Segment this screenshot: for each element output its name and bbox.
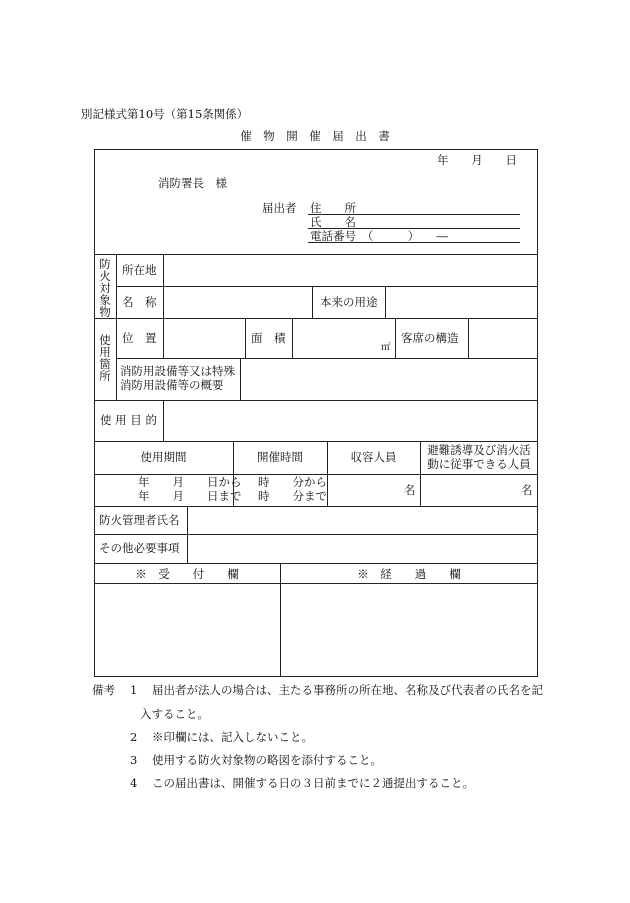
equipment-label-1: 消防用設備等又は特殊 [120, 364, 235, 378]
staff-header-2: 動に従事できる人員 [427, 457, 531, 471]
phone-label: 電話番号 （ ） ― [310, 229, 448, 243]
note-2-num: 2 [130, 730, 138, 744]
staff-unit: 名 [521, 483, 533, 497]
note-2-text: ※印欄には、記入しないこと。 [152, 730, 313, 744]
note-1-num: 1 [130, 683, 138, 697]
time-from: 時 分から [258, 475, 327, 489]
note-3-num: 3 [130, 753, 138, 767]
year-label: 年 [437, 153, 449, 167]
target-name-label: 名 称 [122, 295, 157, 309]
location-label: 所在地 [122, 263, 157, 277]
original-use-label: 本来の用途 [320, 295, 378, 309]
area-unit: ㎡ [381, 342, 391, 353]
hours-header: 開催時間 [257, 450, 303, 464]
note-1-text: 届出者が法人の場合は、主たる事務所の所在地、名称及び代表者の氏名を記 [152, 683, 543, 697]
applicant-label: 届出者 [262, 201, 297, 215]
form-number: 別記様式第10号（第15条関係） [81, 107, 249, 121]
capacity-header: 収容人員 [350, 450, 397, 464]
usage-section-label: 使用箇所 [99, 333, 111, 384]
progress-label: ※ 経 過 欄 [357, 567, 461, 581]
position-label: 位 置 [122, 331, 157, 345]
name-label: 氏 名 [310, 215, 356, 229]
capacity-unit: 名 [404, 483, 416, 497]
notes-label: 備考 [92, 683, 115, 697]
period-to: 年 月 日まで [138, 489, 242, 503]
staff-header-1: 避難誘導及び消火活 [427, 443, 531, 457]
month-label: 月 [471, 153, 483, 167]
target-section-label: 防火対象物 [99, 257, 111, 320]
note-1-cont: 入すること。 [140, 707, 209, 721]
equipment-label-2: 消防用設備等の概要 [120, 378, 224, 392]
time-to: 時 分まで [258, 489, 327, 503]
phone-line[interactable] [308, 242, 520, 243]
addressee: 消防署長 様 [158, 176, 227, 190]
area-label: 面 積 [251, 331, 286, 345]
day-label: 日 [505, 153, 517, 167]
page-title: 催 物 開 催 届 出 書 [240, 129, 390, 143]
period-header: 使用期間 [140, 450, 187, 464]
address-label: 住 所 [310, 201, 356, 215]
note-4-num: 4 [130, 776, 138, 790]
purpose-label: 使 用 目 的 [100, 413, 157, 427]
period-from: 年 月 日から [138, 475, 242, 489]
note-4-text: この届出書は、開催する日の３日前までに２通提出すること。 [152, 776, 474, 790]
fire-manager-label: 防火管理者氏名 [99, 513, 180, 527]
note-3-text: 使用する防火対象物の略図を添付すること。 [152, 753, 382, 767]
seating-label: 客席の構造 [401, 331, 459, 345]
reception-label: ※ 受 付 欄 [135, 567, 239, 581]
other-label: その他必要事項 [99, 541, 180, 555]
